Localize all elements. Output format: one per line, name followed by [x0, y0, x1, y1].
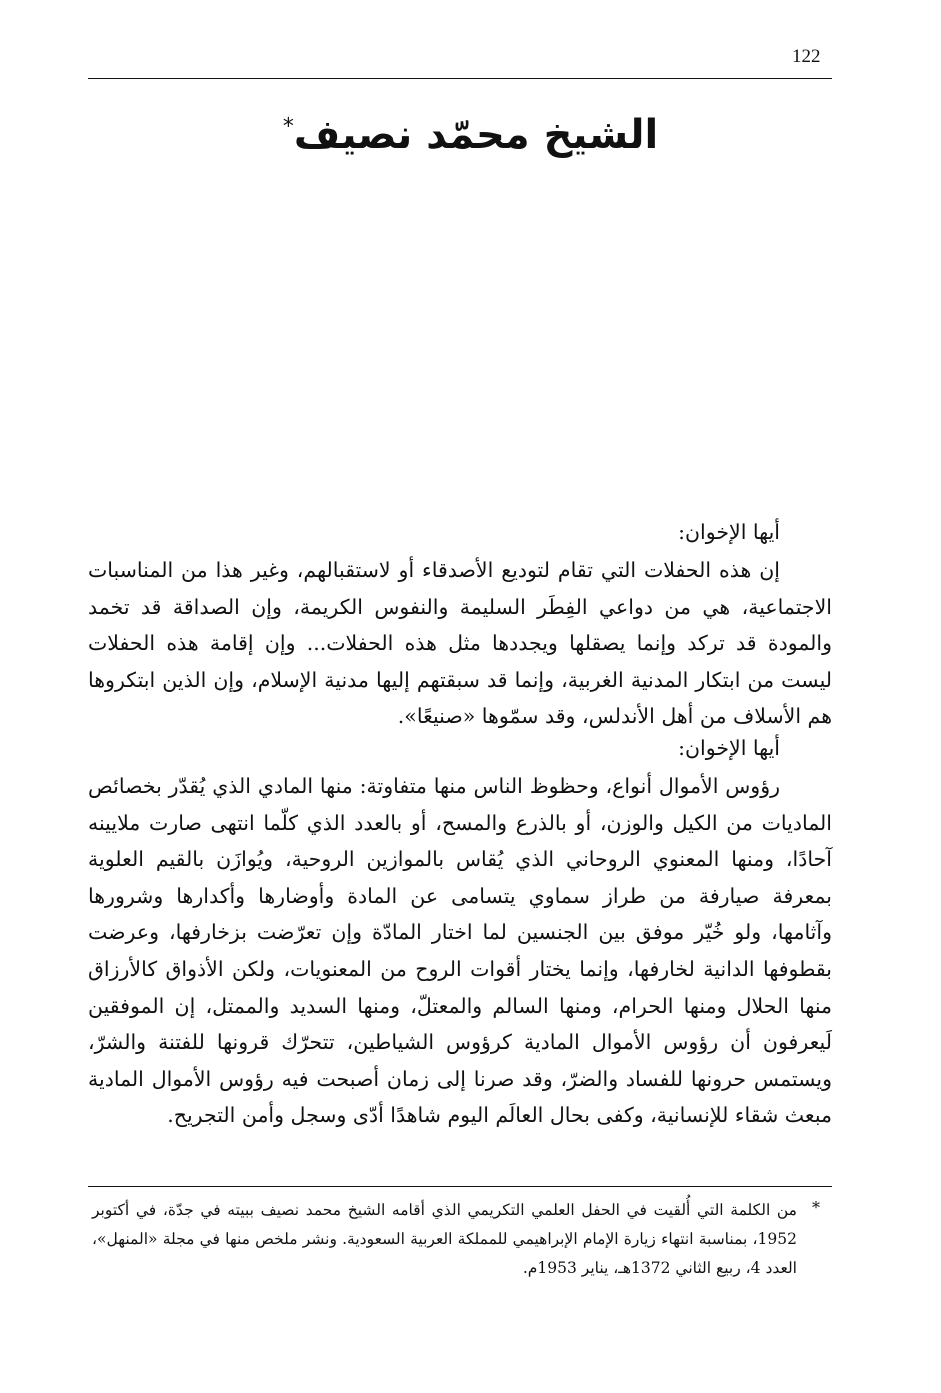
- footnote-marker: *: [812, 1198, 820, 1217]
- article-title: [0, 112, 941, 158]
- section-1: [88, 512, 832, 735]
- footnote-rule: [88, 1186, 832, 1187]
- footnote-text: من الكلمة التي أُلقيت في الحفل العلمي التكريمي الذي أقامه الشيخ محمد نصيف ببيته في جدّة، في أكتوبر 1952، بمناسبة انتهاء زيارة الإمام الإبراهيمي للمملكة العربية السعودية. ونشر ملخص منها في مجلة «المنهل»، العدد 4، ربيع الثاني 1372هـ، يناير 1953م.: [92, 1201, 797, 1277]
- salutation: أيها الإخوان:: [678, 520, 780, 544]
- paragraph: رؤوس الأموال أنواع، وحظوظ الناس منها متفاوتة: منها المادي الذي يُقدّر بخصائص الماديات من الكيل والوزن، أو بالذرع والمسح، أو بالعدد الذي كلّما انتهى صارت ملايينه آحادًا، ومنها المعنوي الروحاني الذي يُقاس بالموازين الروحية، ويُوازَن بالقيم العلوية بمعرفة صيارفة من طراز سماوي يتسامى عن المادة وأوضارها وأكدارها وشرورها وآثامها، ولو خُيّر موفق بين الجنسين لما اختار المادّة وإن تعرّضت بزخارفها، وعرضت بقطوفها الدانية لخارفها، وإنما يختار أقوات الروح من المعنويات، ولكن الأذواق كالأرزاق منها الحلال ومنها الحرام، ومنها السالم والمعتلّ، ومنها السديد والممتل، إن الموفقين لَيعرفون أن رؤوس الأموال المادية كرؤوس الشياطين، تتحرّك قرونها للفتنة والشرّ، ويستمس حرونها للفساد والضرّ، وقد صرنا إلى زمان أصبحت فيه رؤوس الأموال المادية مبعث شقاء للإنسانية، وكفى بحال العالَم اليوم شاهدًا أدّى وسجل وأمن التجريح.: [88, 774, 832, 1128]
- paragraph: إن هذه الحفلات التي تقام لتوديع الأصدقاء أو لاستقبالهم، وغير هذا من المناسبات الاجتماعية، هي من دواعي الفِطَر السليمة والنفوس الكريمة، وإن الصداقة قد تخمد والمودة قد تركد وإنما يصقلها ويجددها مثل هذه الحفلات... وإن إقامة هذه الحفلات ليست من ابتكار المدنية الغربية، وإنما قد سبقتهم إليها مدنية الإسلام، وإن الذين ابتكروها هم الأسلاف من أهل الأندلس، وقد سمّوها «صنيعًا».: [88, 558, 832, 729]
- salutation: أيها الإخوان:: [678, 736, 780, 760]
- title-footnote-marker: *: [282, 114, 294, 140]
- page-number: 122: [792, 46, 821, 67]
- header-rule: [88, 78, 832, 79]
- section-2: [88, 728, 832, 1134]
- title-text: الشيخ محمّد نصيف: [293, 112, 659, 158]
